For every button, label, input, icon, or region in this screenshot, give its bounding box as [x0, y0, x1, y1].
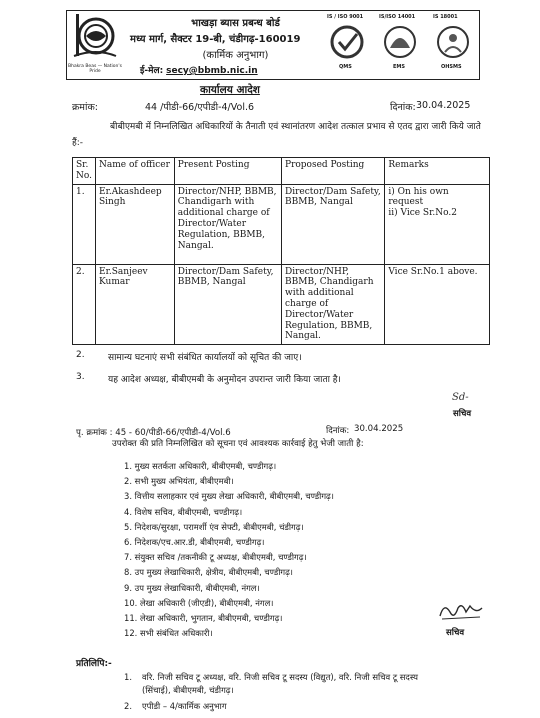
table-row — [73, 184, 490, 264]
cert-name: OHSMS — [441, 64, 462, 70]
order-intro: बीबीएमबी में निम्नलिखित अधिकारियों के तैनाती एवं स्थानांतरण आदेश तत्काल प्रभाव से एतद द्वारा जारी किये जाते हैं:- — [72, 122, 481, 148]
bbmb-logo — [70, 12, 120, 72]
cell-remarks — [385, 184, 490, 264]
list-item: 1. मुख्य सतर्कता अधिकारी, बीबीएमबी, चण्डीगढ़। — [124, 461, 277, 471]
list-item: 2. सभी मुख्य अभियंता, बीबीएमबी। — [124, 476, 234, 487]
copy-item-text: (सिंचाई), बीबीएमबी, चंडीगढ़। — [142, 685, 234, 695]
copy-item-number: 1. — [124, 672, 132, 682]
point-number: 2. — [76, 350, 85, 360]
point-text: यह आदेश अध्यक्ष, बीबीएमबी के अनुमोदन उपरान्त जारी किया जाता है। — [108, 375, 341, 385]
handwritten-signature — [436, 600, 486, 622]
cert-standard: IS 18001 — [433, 14, 458, 20]
cell-name: Er.Sanjeev Kumar — [96, 264, 175, 345]
cert-seal-icons — [325, 22, 477, 64]
cell-sr: 1. — [73, 184, 96, 264]
order-number: 44 /पीडी-66/एपीडी-4/Vol.6 — [145, 102, 255, 113]
list-item: 3. वित्तीय सलाहकार एवं मुख्य लेखा अधिकारी, बीबीएमबी, चण्डीगढ़। — [124, 491, 334, 502]
list-item: 11. लेखा अधिकारी, भुगतान, बीबीएमबी, चण्डीगढ़। — [124, 612, 283, 623]
office-order-title: कार्यालय आदेश — [200, 84, 260, 96]
list-item: 12. सभी संबंधित अधिकारी। — [124, 628, 213, 639]
order-number-label: क्रमांक: — [72, 102, 98, 113]
table-row — [73, 264, 490, 345]
remark-line: Vice Sr.No.1 above. — [388, 266, 478, 277]
list-item: 4. विशेष सचिव, बीबीएमबी, चण्डीगढ़। — [124, 506, 243, 517]
col-header-remarks: Remarks — [385, 158, 490, 185]
certification-badges — [323, 12, 478, 74]
order-date-label: दिनांक: — [390, 102, 416, 113]
remark-line: i) On his own request — [388, 186, 449, 208]
cert-name: QMS — [339, 64, 352, 70]
list-item: 10. लेखा अधिकारी (जीएडी), बीबीएमबी, नंगल। — [124, 597, 274, 608]
remark-line: ii) Vice Sr.No.2 — [388, 208, 457, 219]
table-header-row — [73, 158, 490, 185]
cert-standard: IS/ISO 14001 — [379, 14, 416, 20]
cell-proposed: Director/NHP, BBMB, Chandigarh with additional charge of Director/Water Regulation, BBMB, Nangal. — [282, 264, 385, 345]
email-line — [140, 63, 258, 76]
logo-caption: Bhakra Beas — Nation's Pride — [68, 64, 122, 74]
copy-item-number: 2. — [124, 701, 132, 711]
point-number: 3. — [76, 372, 85, 382]
org-address: मध्य मार्ग, सैक्टर 19-बी, चंडीगढ़-160019 — [130, 34, 301, 45]
cert-standard: IS / ISO 9001 — [327, 14, 364, 20]
copy-item-text: एपीडी – 4/कार्मिक अनुभाग — [142, 701, 227, 711]
posting-table — [72, 157, 490, 345]
endorsement-date: 30.04.2025 — [354, 424, 404, 434]
email-label: ई-मेल: — [140, 66, 164, 76]
copy-to-label: प्रतिलिपि:- — [76, 659, 112, 669]
col-header-proposed: Proposed Posting — [282, 158, 385, 185]
copy-item-text: वरि. निजी सचिव टू अध्यक्ष, वरि. निजी सचिव टू सदस्य (विद्युत), वरि. निजी सचिव टू सदस्य — [142, 672, 418, 682]
col-header-name: Name of officer — [96, 158, 175, 185]
signatory-title: सचिव — [446, 628, 465, 638]
point-text: सामान्य घटनाएं सभी संबंधित कार्यालयों को सूचित की जाए। — [108, 353, 302, 363]
list-item: 5. निदेशक/सुरक्षा, परामर्शी एंव सेफ्टी, बीबीएमबी, चंडीगढ़। — [124, 521, 304, 532]
endorsement-date-label: दिनांक: — [326, 426, 350, 436]
cert-name: EMS — [393, 64, 405, 70]
signatory-title: सचिव — [453, 409, 472, 419]
col-header-present: Present Posting — [174, 158, 281, 185]
list-item: 7. संयुक्त सचिव /तकनीकी टू अध्यक्ष, बीबीएमबी, चण्डीगढ़। — [124, 552, 307, 563]
recipient-list — [124, 461, 454, 643]
cell-remarks — [385, 264, 490, 345]
list-item: 6. निदेशक/एच.आर.डी, बीबीएमबी, चण्डीगढ़। — [124, 536, 265, 547]
email-address[interactable]: secy@bbmb.nic.in — [166, 66, 258, 76]
org-department: (कार्मिक अनुभाग) — [202, 50, 269, 61]
signature-mark: Sd- — [452, 392, 469, 403]
endorsement-number: पृ. क्रमांक : 45 - 60/पीडी-66/एपीडी-4/Vol.6 — [76, 428, 231, 438]
endorsement-intro: उपरोक्त की प्रति निम्नलिखित को सूचना एवं आवश्यक कार्रवाई हेतु भेजी जाती है: — [112, 439, 364, 449]
list-item: 9. उप मुख्य लेखाधिकारी, बीबीएमबी, नंगल। — [124, 582, 260, 593]
col-header-sr: Sr. No. — [73, 158, 96, 185]
org-name: भाखड़ा ब्यास प्रबन्ध बोर्ड — [191, 18, 280, 29]
cell-name: Er.Akashdeep Singh — [96, 184, 175, 264]
cell-sr: 2. — [73, 264, 96, 345]
cell-proposed: Director/Dam Safety, BBMB, Nangal — [282, 184, 385, 264]
cell-present: Director/Dam Safety, BBMB, Nangal — [174, 264, 281, 345]
cell-present: Director/NHP, BBMB, Chandigarh with additional charge of Director/Water Regulation, BBMB, Nangal. — [174, 184, 281, 264]
list-item: 8. उप मुख्य लेखाधिकारी, क्षेत्रीय, बीबीएमबी, चण्डीगढ़। — [124, 567, 293, 578]
order-date: 30.04.2025 — [416, 100, 471, 111]
